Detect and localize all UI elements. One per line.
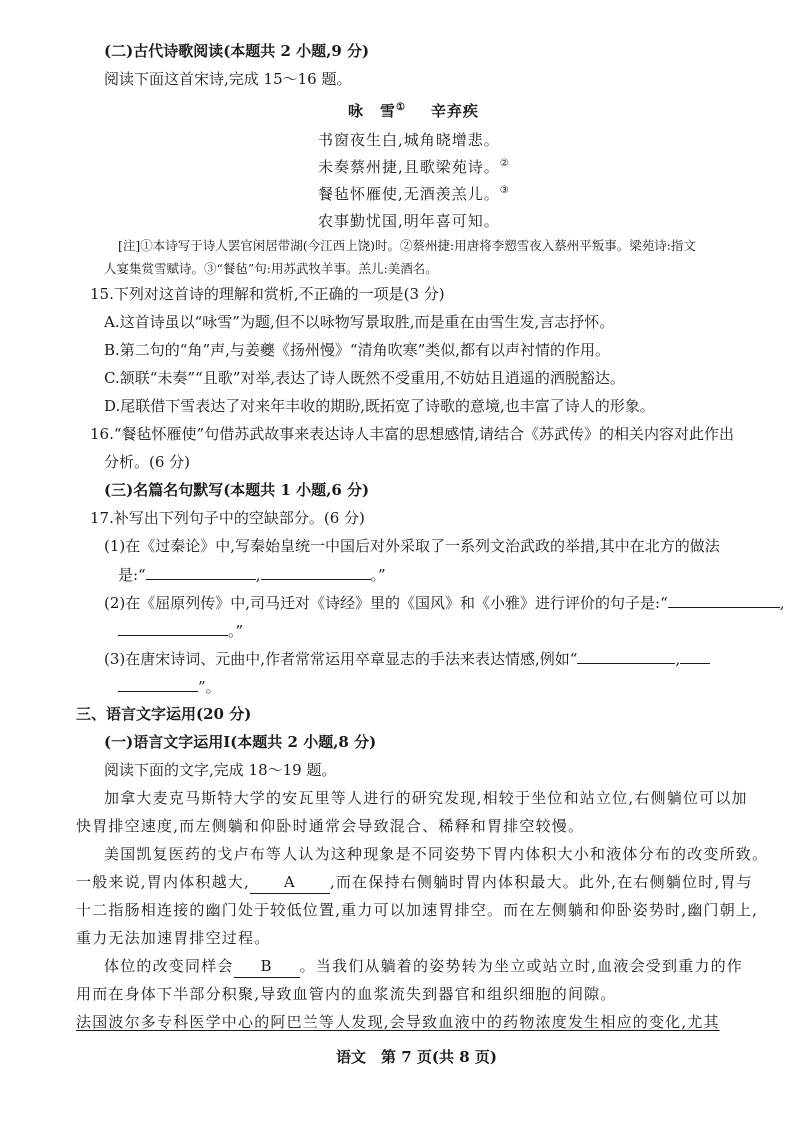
- answer-blank[interactable]: [146, 563, 256, 580]
- poem-author: 辛弃疾: [430, 102, 479, 120]
- question-16-line: 16.“餐毡怀雁使”句借苏武故事来表达诗人丰富的思想感情,请结合《苏武传》的相关内容对此作出: [90, 425, 734, 443]
- question-17-part-1: (1)在《过秦论》中,写秦始皇统一中国后对外采取了一系列文治武政的举措,其中在北方的做法: [104, 537, 720, 555]
- question-15-option-d: D.尾联借下雪表达了对来年丰收的期盼,既拓宽了诗歌的意境,也丰富了诗人的形象。: [104, 397, 655, 415]
- question-17-part-1-blanks: 是:“ , 。”: [118, 563, 386, 586]
- poem-line: 农事勤忧国,明年喜可知。: [318, 212, 500, 230]
- passage-line: 美国凯复医药的戈卢布等人认为这种现象是不同姿势下胃内体积大小和液体分布的改变所致。: [104, 845, 769, 863]
- question-15-option-c: C.颔联“未奏”“且歌”对举,表达了诗人既然不受重用,不妨姑且逍遥的洒脱豁达。: [104, 369, 625, 387]
- section-3-heading: (三)名篇名句默写(本题共 1 小题,6 分): [104, 481, 370, 499]
- question-15-stem: 15.下列对这首诗的理解和赏析,不正确的一项是(3 分): [90, 285, 445, 303]
- question-17-part-2: (2)在《屈原列传》中,司马迁对《诗经》里的《国风》和《小雅》进行评价的句子是:“ ,: [104, 591, 785, 614]
- blank-b: B: [234, 955, 300, 978]
- question-16-line: 分析。(6 分): [104, 453, 191, 471]
- poem-title: 咏 雪: [348, 102, 397, 120]
- question-15-option-a: A.这首诗虽以“咏雪”为题,但不以咏物写景取胜,而是重在由雪生发,言志抒怀。: [104, 313, 615, 331]
- question-15-option-b: B.第二句的“角”声,与姜夔《扬州慢》“清角吹寒”类似,都有以声衬情的作用。: [104, 341, 611, 359]
- passage-line-underlined: 法国波尔多专科医学中心的阿巴兰等人发现,会导致血液中的药物浓度发生相应的变化,尤其: [76, 1013, 720, 1031]
- part-3-instruction: 阅读下面的文字,完成 18～19 题。: [104, 761, 337, 779]
- answer-blank[interactable]: [118, 619, 228, 636]
- answer-blank[interactable]: [118, 675, 198, 692]
- answer-blank[interactable]: [577, 647, 675, 664]
- poem-line: 书窗夜生白,城角晓增悲。: [318, 131, 500, 149]
- part-3-sub-heading: (一)语言文字运用Ⅰ(本题共 2 小题,8 分): [104, 733, 377, 751]
- passage-line: 快胃排空速度,而左侧躺和仰卧时通常会导致混合、稀释和胃排空较慢。: [76, 817, 585, 835]
- answer-blank[interactable]: [668, 591, 780, 608]
- poem-annotation: [注]①本诗写于诗人罢官闲居带湖(今江西上饶)时。②蔡州捷:用唐将李愬雪夜入蔡州平叛事。梁苑诗:指文: [118, 238, 696, 253]
- passage-line-blank-a: 一般来说,胃内体积越大, A ,而在保持右侧躺时胃内体积最大。此外,在右侧躺位时,胃与: [76, 871, 753, 894]
- page-footer: 语文 第 7 页(共 8 页): [336, 1048, 497, 1066]
- blank-a: A: [250, 871, 330, 894]
- poem-annotation: 人宴集赏雪赋诗。③“餐毡”句:用苏武牧羊事。羔儿:美酒名。: [104, 261, 438, 276]
- poem-title-row: [348, 97, 479, 122]
- question-17-part-2-cont: 。”: [118, 619, 243, 642]
- section-2-instruction: 阅读下面这首宋诗,完成 15～16 题。: [104, 70, 352, 88]
- part-3-heading: 三、语言文字运用(20 分): [76, 705, 252, 723]
- passage-line: 十二指肠相连接的幽门处于较低位置,重力可以加速胃排空。而在左侧躺和仰卧姿势时,幽门朝上,: [76, 901, 759, 919]
- passage-line: 加拿大麦克马斯特大学的安瓦里等人进行的研究发现,相较于坐位和站立位,右侧躺位可以加: [104, 789, 748, 807]
- question-17-part-3: (3)在唐宋诗词、元曲中,作者常常运用卒章显志的手法来表达情感,例如“ ,: [104, 647, 710, 670]
- poem-line: 未奏蔡州捷,且歌梁苑诗。②: [318, 158, 510, 176]
- section-2-heading: (二)古代诗歌阅读(本题共 2 小题,9 分): [104, 42, 370, 60]
- passage-line: 用而在身体下半部分积聚,导致血管内的血浆流失到器官和组织细胞的间隙。: [76, 985, 617, 1003]
- answer-blank[interactable]: [680, 647, 710, 664]
- passage-line: 重力无法加速胃排空过程。: [76, 929, 271, 947]
- question-17-part-3-cont: ”。: [118, 675, 221, 698]
- question-17-stem: 17.补写出下列句子中的空缺部分。(6 分): [90, 509, 365, 527]
- poem-line: 餐毡怀雁使,无酒羡羔儿。③: [318, 185, 510, 203]
- poem-title-note: ①: [396, 102, 406, 113]
- answer-blank[interactable]: [261, 563, 371, 580]
- passage-line-blank-b: 体位的改变同样会 B 。当我们从躺着的姿势转为坐立或站立时,血液会受到重力的作: [104, 955, 743, 978]
